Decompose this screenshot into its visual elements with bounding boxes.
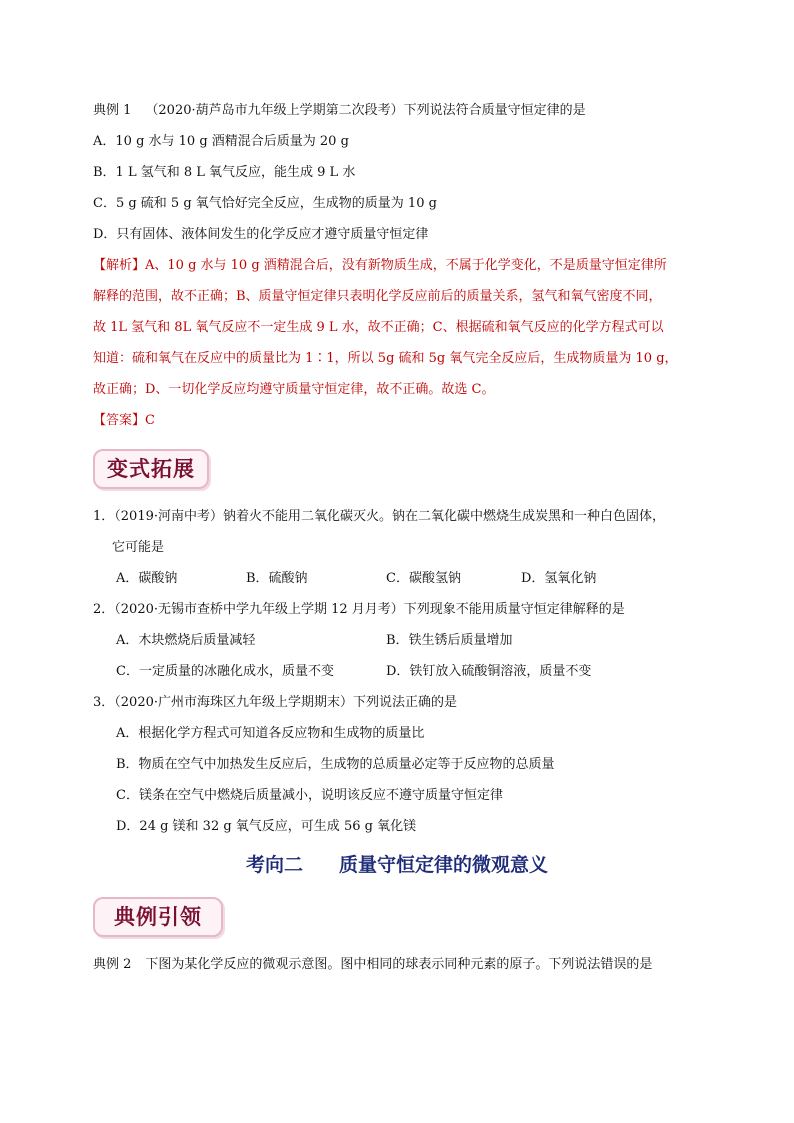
example1-option-b: B．1 L 氢气和 8 L 氧气反应，能生成 9 L 水 [93,165,356,180]
example1-label: 典例 1 [93,103,132,118]
q1-stem-line1: 1．（2019·河南中考）钠着火不能用二氧化碳灭火。钠在二氧化碳中燃烧生成炭黑和一种白色固体， [93,509,665,524]
q2-option-a: A．木块燃烧后质量减轻 [116,633,256,648]
section-title-text: 质量守恒定律的微观意义 [339,854,549,876]
q3-option-b: B．物质在空气中加热发生反应后，生成物的总质量必定等于反应物的总质量 [116,757,555,772]
analysis-line-4: 知道：硫和氧气在反应中的质量比为 1∶1，所以 5g 硫和 5g 氧气完全反应后，生成物质量为 10 g， [93,351,678,366]
analysis-line-3: 故 1L 氢气和 8L 氧气反应不一定生成 9 L 水，故不正确；C、根据硫和氧气反应的化学方程式可以 [93,320,664,335]
q1-option-b: B．硫酸钠 [246,571,308,586]
example2-text: 下图为某化学反应的微观示意图。图中相同的球表示同种元素的原子。下列说法错误的是 [145,957,653,972]
badge-variant-extension [93,449,209,489]
q3-option-c: C．镁条在空气中燃烧后质量减小，说明该反应不遵守质量守恒定律 [116,788,503,803]
q2-option-d: D．铁钉放入硫酸铜溶液，质量不变 [386,664,592,679]
q3-option-d: D．24 g 镁和 32 g 氧气反应，可生成 56 g 氧化镁 [116,819,417,834]
example2-stem [93,956,652,974]
section-heading [0,853,794,877]
analysis-line-5: 故正确；D、一切化学反应均遵守质量守恒定律，故不正确。故选 C。 [93,382,495,397]
q2-stem: 2．（2020·无锡市查桥中学九年级上学期 12 月月考）下列现象不能用质量守恒定律解释的是 [93,602,625,617]
answer-value: C [145,413,155,428]
q2-option-c: C．一定质量的冰融化成水，质量不变 [116,664,334,679]
example1-option-c: C．5 g 硫和 5 g 氧气恰好完全反应，生成物的质量为 10 g [93,196,437,211]
q3-stem: 3．（2020·广州市海珠区九年级上学期期末）下列说法正确的是 [93,695,457,710]
answer-tag: 【答案】 [93,413,146,428]
q1-option-d: D．氢氧化钠 [521,571,597,586]
answer-line [93,412,155,430]
badge-example-guide-label: 典例引领 [114,904,202,929]
section-label: 考向二 [245,854,303,876]
badge-example-guide [93,897,223,937]
example1-stem [93,102,586,120]
example1-source: （2020·葫芦岛市九年级上学期第二次段考）下列说法符合质量守恒定律的是 [145,103,586,118]
example1-option-d: D．只有固体、液体间发生的化学反应才遵守质量守恒定律 [93,227,429,242]
q2-option-b: B．铁生锈后质量增加 [386,633,513,648]
badge-variant-extension-label: 变式拓展 [107,456,195,481]
example2-label: 典例 2 [93,957,132,972]
q1-option-a: A．碳酸钠 [116,571,178,586]
q1-stem-line2: 它可能是 [112,540,165,555]
analysis-line-2: 解释的范围，故不正确；B、质量守恒定律只表明化学反应前后的质量关系，氢气和氧气密度不同， [93,289,662,304]
example1-option-a: A．10 g 水与 10 g 酒精混合后质量为 20 g [93,134,349,149]
q1-option-c: C．碳酸氢钠 [386,571,461,586]
q3-option-a: A．根据化学方程式可知道各反应物和生成物的质量比 [116,726,425,741]
analysis-line-1: 【解析】A、10 g 水与 10 g 酒精混合后，没有新物质生成，不属于化学变化，不是质量守恒定律所 [93,258,667,273]
